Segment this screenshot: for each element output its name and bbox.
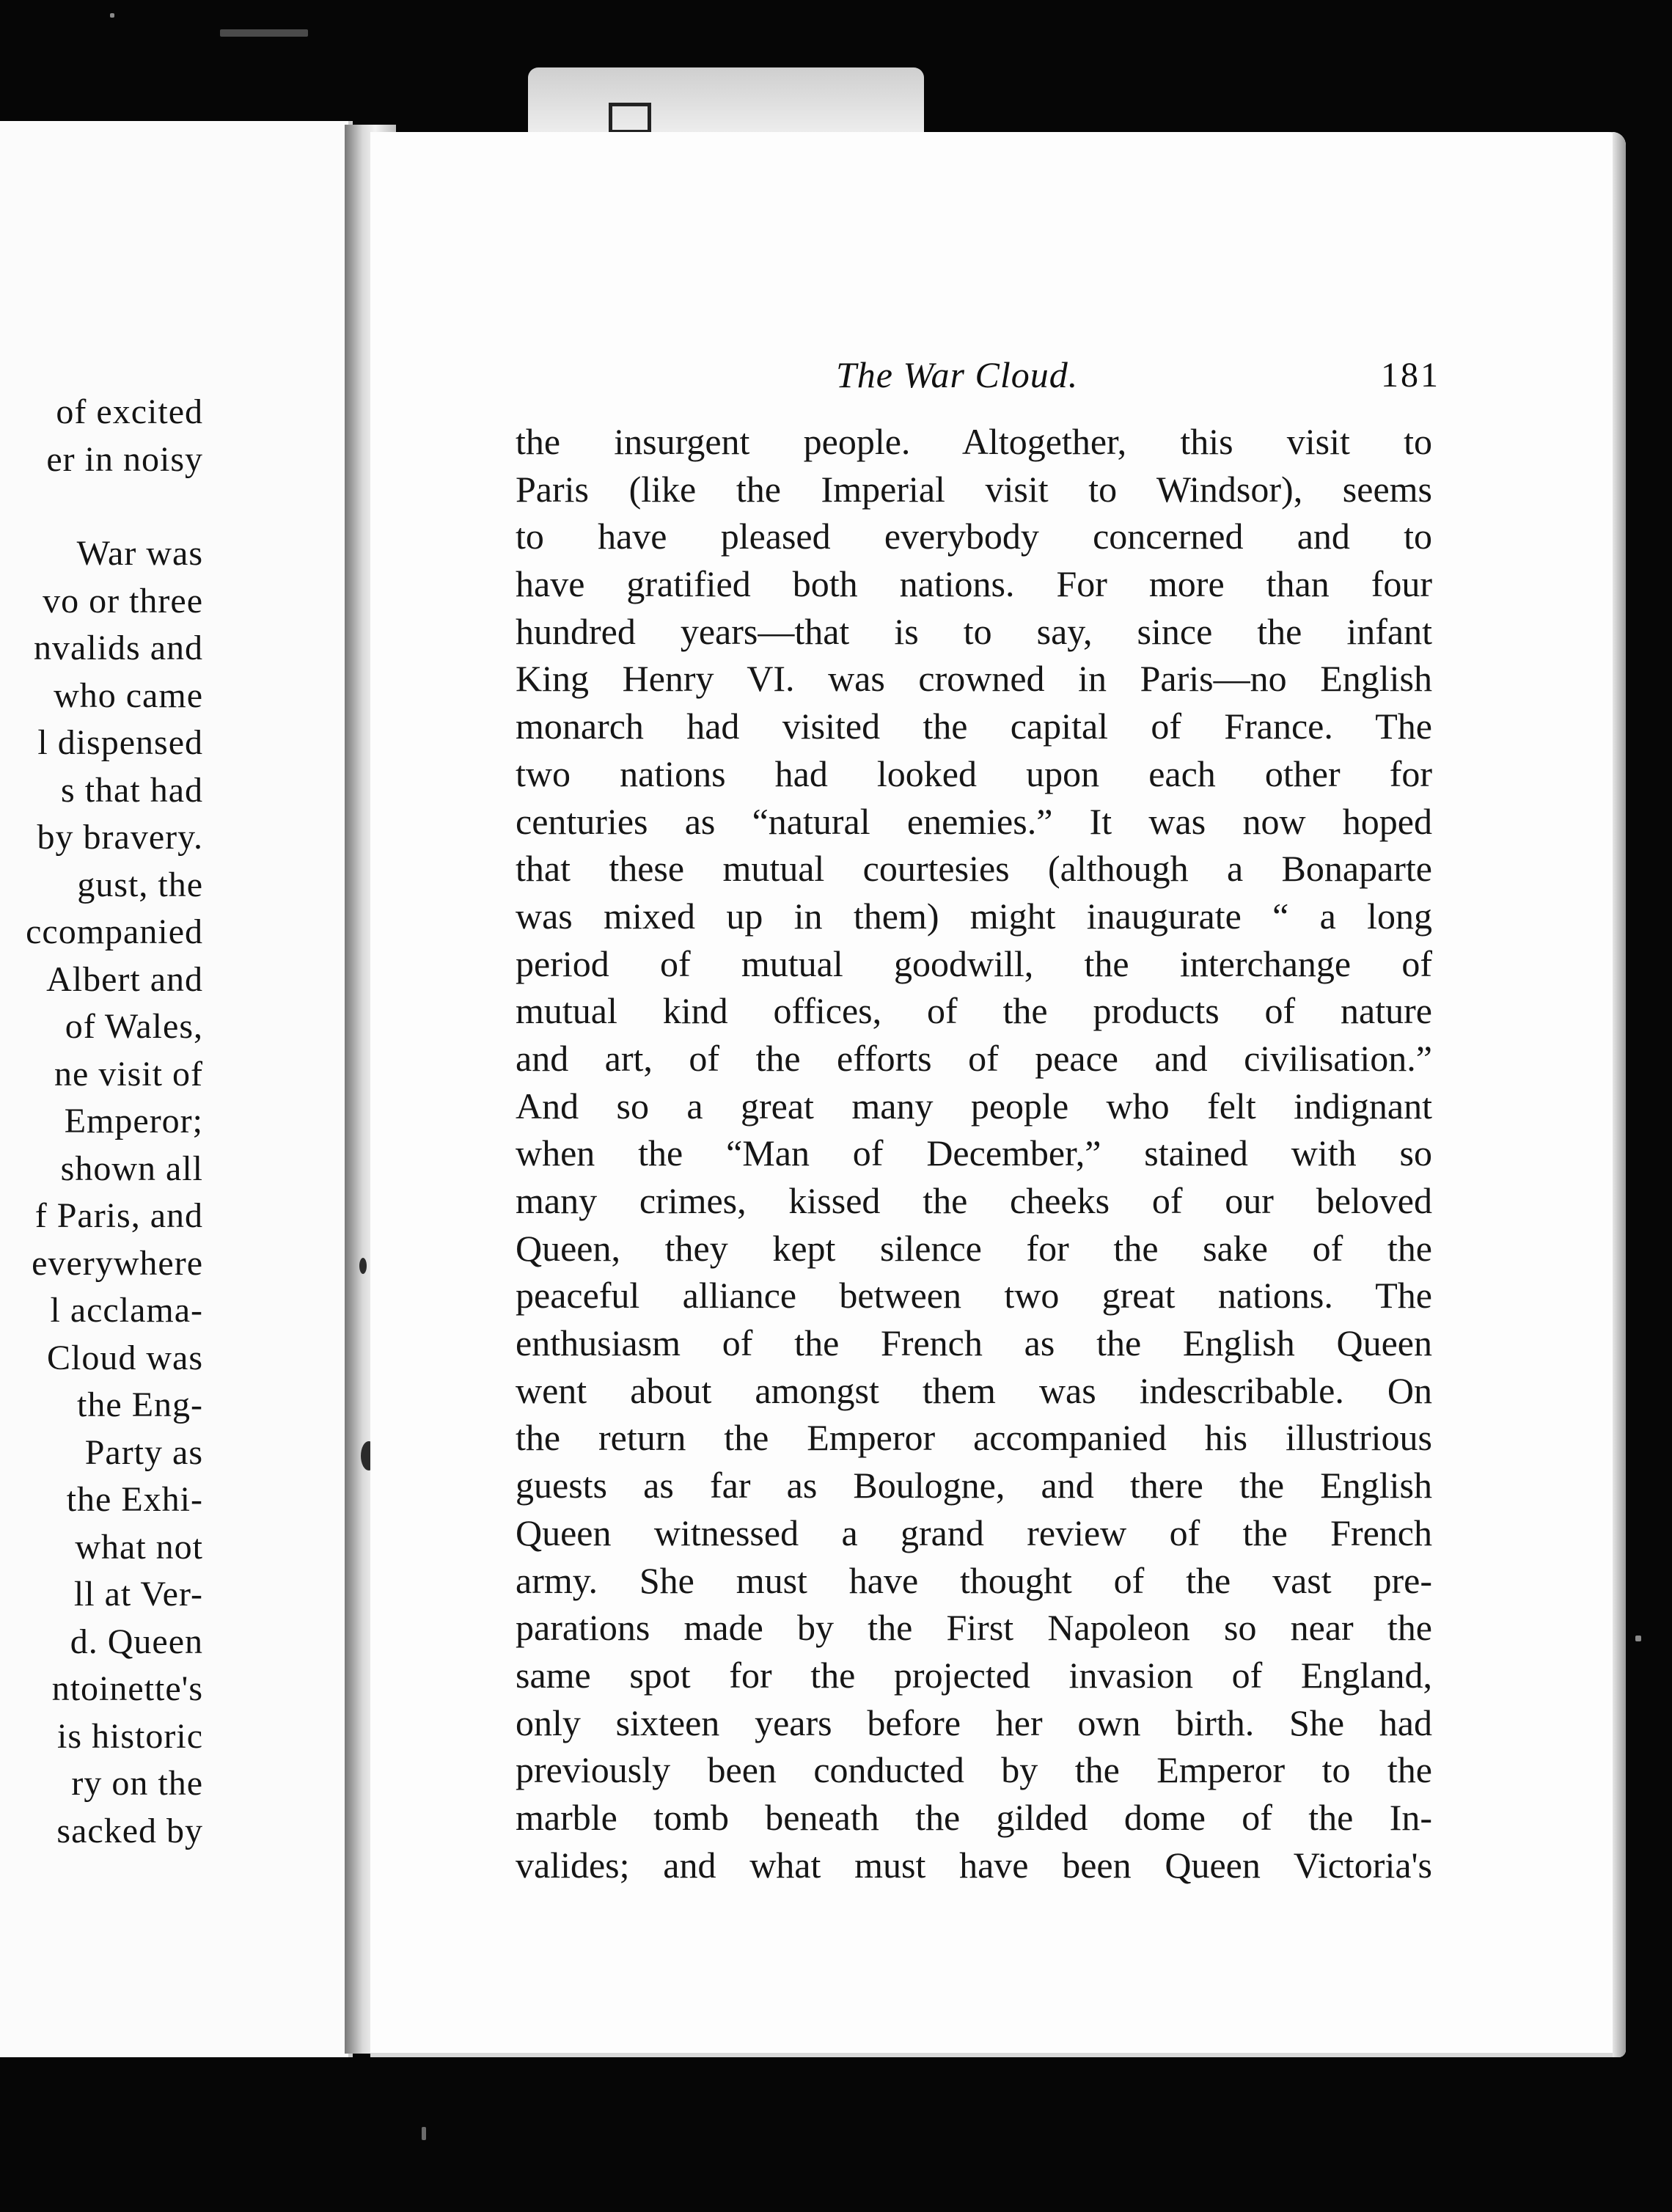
- text-line: previously been conducted by the Emperor to the: [516, 1749, 1432, 1791]
- text-line: peaceful alliance between two great nations. The: [516, 1275, 1432, 1316]
- left-page-line: is historic: [57, 1716, 203, 1756]
- left-page-line: the Exhi-: [66, 1480, 203, 1519]
- text-line: parations made by the First Napoleon so near the: [516, 1607, 1432, 1649]
- left-page-line: Cloud was: [47, 1338, 203, 1377]
- left-page-line: War was: [76, 534, 203, 573]
- left-page-line: gust, the: [77, 865, 203, 904]
- text-line: valides; and what must have been Queen Victoria's: [516, 1844, 1432, 1886]
- text-line: enthusiasm of the French as the English Queen: [516, 1322, 1432, 1364]
- binding-mark: [359, 1258, 367, 1274]
- text-line: that these mutual courtesies (although a Bonaparte: [516, 848, 1432, 890]
- left-page-line: Albert and: [46, 959, 203, 999]
- scan-speck: [220, 29, 308, 37]
- text-line: and art, of the efforts of peace and civilisation.”: [516, 1037, 1432, 1079]
- left-page-line: nvalids and: [34, 629, 203, 667]
- text-line: Queen, they kept silence for the sake of the: [516, 1227, 1432, 1269]
- left-page-line: by bravery.: [37, 818, 203, 857]
- left-page-line: l dispensed: [37, 723, 203, 762]
- text-line: And so a great many people who felt indignant: [516, 1085, 1432, 1127]
- text-line: to have pleased everybody concerned and to: [516, 516, 1432, 557]
- tab-mark: [609, 103, 651, 133]
- body-text: [516, 418, 1432, 1889]
- text-line: period of mutual goodwill, the interchange of: [516, 942, 1432, 984]
- text-line: centuries as “natural enemies.” It was now hoped: [516, 800, 1432, 842]
- scan-speck: [110, 13, 114, 18]
- text-line: have gratified both nations. For more than four: [516, 563, 1432, 605]
- left-page-line: of excited: [56, 392, 203, 431]
- running-head: [370, 354, 1442, 405]
- text-line: King Henry VI. was crowned in Paris—no English: [516, 658, 1432, 700]
- text-line: army. She must have thought of the vast pre-: [516, 1559, 1432, 1601]
- text-line: many crimes, kissed the cheeks of our beloved: [516, 1180, 1432, 1221]
- left-page-line: Party as: [84, 1432, 203, 1472]
- left-page-line: er in noisy: [46, 439, 203, 479]
- text-line: went about amongst them was indescribable. On: [516, 1369, 1432, 1411]
- left-page-line: s that had: [61, 770, 203, 810]
- running-title: The War Cloud.: [836, 354, 1079, 395]
- text-line: two nations had looked upon each other for: [516, 752, 1432, 794]
- page-edge-shadow: [1613, 132, 1626, 2057]
- left-page-line: ne visit of: [54, 1054, 203, 1094]
- left-page-line: d. Queen: [70, 1622, 203, 1661]
- scan-speck: [422, 2127, 426, 2140]
- scan-speck: [1635, 1636, 1641, 1641]
- left-page-line: vo or three: [43, 581, 203, 620]
- left-page-line: shown all: [60, 1149, 203, 1188]
- text-line: monarch had visited the capital of France. The: [516, 706, 1432, 747]
- left-page-line: sacked by: [56, 1811, 203, 1850]
- left-page-line: the Eng-: [77, 1385, 203, 1424]
- left-page-line: everywhere: [32, 1243, 203, 1283]
- left-page-line: ll at Ver-: [73, 1575, 203, 1614]
- right-page: [370, 132, 1626, 2057]
- left-page-line: l acclama-: [50, 1291, 203, 1330]
- text-line: when the “Man of December,” stained with so: [516, 1132, 1432, 1174]
- text-line: guests as far as Boulogne, and there the English: [516, 1465, 1432, 1506]
- text-line: same spot for the projected invasion of England,: [516, 1654, 1432, 1696]
- text-line: Paris (like the Imperial visit to Windsor), seems: [516, 468, 1432, 510]
- text-line: mutual kind offices, of the products of nature: [516, 990, 1432, 1032]
- left-page-text: [0, 389, 203, 1855]
- left-page-line: Emperor;: [64, 1102, 203, 1140]
- text-line: Queen witnessed a grand review of the French: [516, 1512, 1432, 1553]
- text-line: the return the Emperor accompanied his illustrious: [516, 1417, 1432, 1459]
- page-number: 181: [1381, 356, 1440, 395]
- left-page-line: ntoinette's: [51, 1669, 203, 1708]
- left-page-line: f Paris, and: [34, 1196, 203, 1235]
- left-page-line: of Wales,: [65, 1007, 203, 1046]
- left-page-line: what not: [75, 1527, 203, 1567]
- text-line: marble tomb beneath the gilded dome of the In-: [516, 1796, 1432, 1838]
- left-page-line: [0, 483, 203, 530]
- text-line: hundred years—that is to say, since the infant: [516, 610, 1432, 652]
- left-page-line: ry on the: [71, 1764, 203, 1803]
- left-facing-page: [0, 121, 353, 2057]
- text-line: was mixed up in them) might inaugurate “ a long: [516, 895, 1432, 937]
- text-line: only sixteen years before her own birth. She had: [516, 1702, 1432, 1743]
- text-line: the insurgent people. Altogether, this visit to: [516, 421, 1432, 462]
- left-page-line: ccompanied: [26, 912, 203, 951]
- left-page-line: who came: [54, 675, 203, 715]
